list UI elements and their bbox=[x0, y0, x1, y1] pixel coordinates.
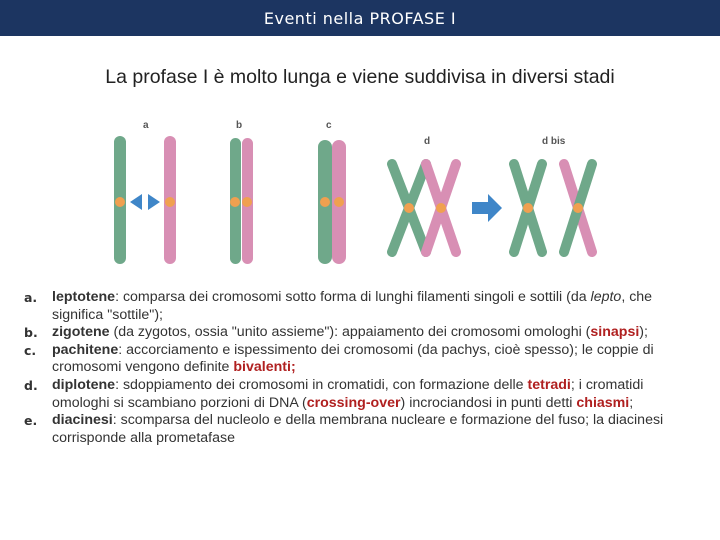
stage-d-chromosomes bbox=[392, 164, 456, 252]
stage-text: ) incrociandosi in punti detti bbox=[400, 394, 577, 411]
label-d: d bbox=[424, 136, 431, 147]
progression-arrow bbox=[472, 194, 502, 222]
list-item-diacinesi bbox=[24, 412, 674, 447]
stage-text: : scomparsa del nucleolo e della membrana nucleare e formazione del fuso; la diacinesi corrisponde alla prometafase bbox=[52, 412, 664, 446]
stage-d-bis-chromosomes bbox=[514, 164, 592, 252]
list-letter: b. bbox=[24, 325, 38, 341]
stage-text: ); bbox=[639, 324, 648, 341]
stage-term: zigotene bbox=[52, 324, 110, 341]
stage-highlight: crossing-over bbox=[306, 394, 401, 411]
stage-a-chromosomes bbox=[114, 136, 176, 264]
stage-term: diplotene bbox=[52, 376, 116, 393]
title-bar bbox=[0, 0, 720, 36]
stage-term: leptotene bbox=[52, 289, 116, 305]
list-item-leptotene bbox=[24, 289, 674, 324]
stage-term: diacinesi bbox=[52, 412, 113, 429]
label-b: b bbox=[236, 120, 243, 131]
label-c: c bbox=[326, 120, 332, 131]
prophase-illustration bbox=[80, 112, 620, 282]
stage-highlight: tetradi bbox=[527, 376, 571, 393]
list-letter: e. bbox=[24, 413, 38, 429]
list-item-pachitene bbox=[24, 342, 674, 377]
stage-b-chromosomes bbox=[230, 138, 253, 264]
stages-list bbox=[24, 289, 674, 447]
stage-italic: lepto bbox=[590, 289, 622, 305]
list-letter: d. bbox=[24, 377, 38, 393]
list-letter: c. bbox=[24, 342, 37, 358]
stage-text: ; i cromatidi omologhi si scambiano porzioni di DNA ( bbox=[52, 376, 644, 411]
stage-term: pachitene bbox=[52, 341, 119, 358]
stage-text: ; bbox=[629, 394, 634, 411]
slide-title: Eventi nella PROFASE I bbox=[263, 8, 457, 28]
stage-text: : accorciamento e ispessimento dei cromosomi (da pachys, cioè spesso); le coppie di cromosomi vengono definite bbox=[52, 341, 654, 376]
list-item-zigotene bbox=[24, 324, 674, 342]
stage-highlight: sinapsi bbox=[590, 324, 640, 341]
stage-highlight: chiasmi bbox=[576, 394, 630, 411]
stage-text: : comparsa dei cromosomi sotto forma di lunghi filamenti singoli e sottili (da bbox=[115, 289, 591, 305]
stage-c-chromosomes bbox=[318, 140, 346, 264]
stage-text: , che significa "sottile"); bbox=[52, 289, 653, 323]
label-d-bis: d bis bbox=[542, 136, 566, 147]
stage-text: : sdoppiamento dei cromosomi in cromatidi, con formazione delle bbox=[115, 376, 528, 393]
stage-text: (da zygotos, ossia "unito assieme"): appaiamento dei cromosomi omologhi ( bbox=[109, 324, 591, 341]
label-a: a bbox=[143, 120, 149, 131]
stage-highlight: bivalenti; bbox=[233, 359, 296, 376]
list-letter: a. bbox=[24, 290, 38, 305]
list-item-diplotene bbox=[24, 377, 674, 412]
slide-subtitle: La profase I è molto lunga e viene suddivisa in diversi stadi bbox=[105, 66, 615, 88]
